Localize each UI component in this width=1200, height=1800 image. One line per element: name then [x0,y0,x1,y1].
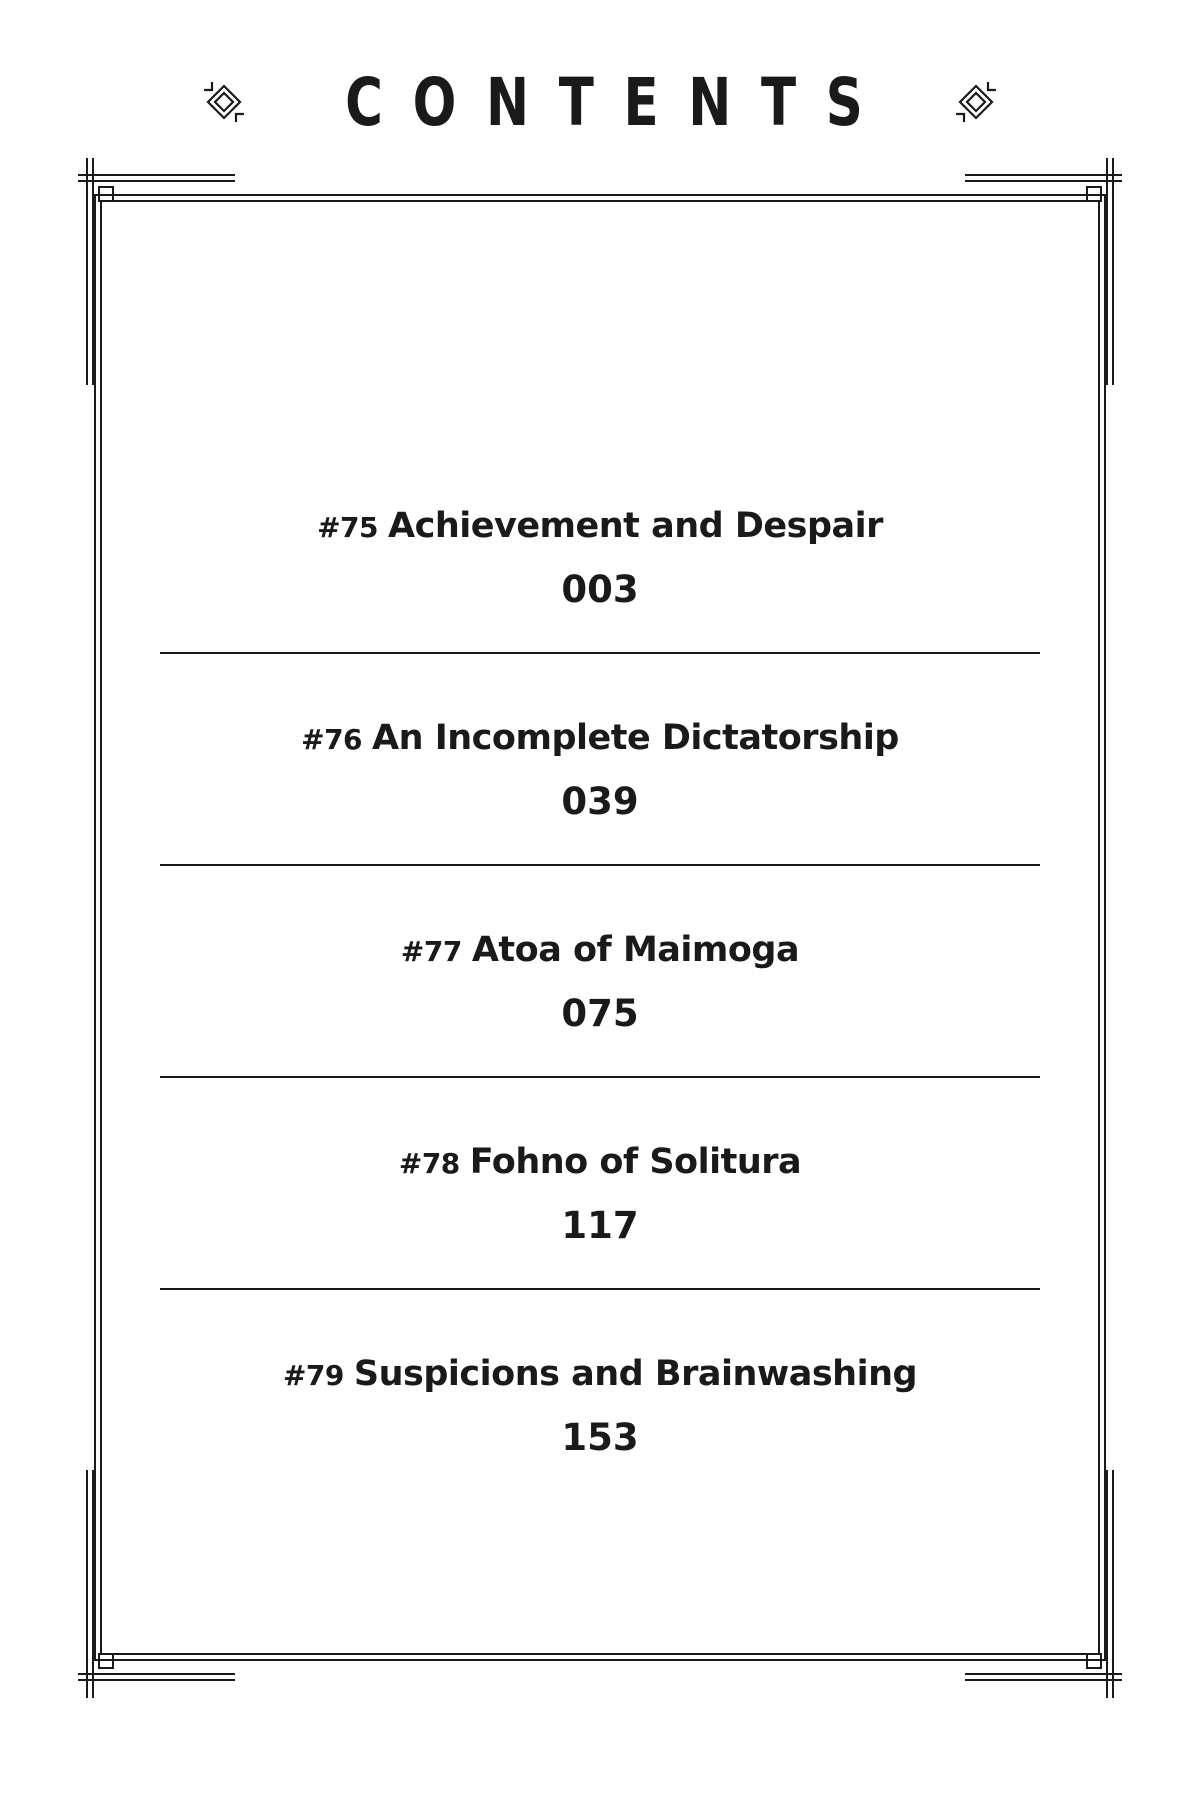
divider [160,1288,1040,1290]
chapter-number: #79 [282,1359,344,1392]
chapter-title: An Incomplete Dictatorship [372,718,899,758]
toc-entry[interactable] [160,702,1040,914]
page-title: CONTENTS [345,63,893,141]
divider [160,1076,1040,1078]
chapter-page: 117 [561,1204,639,1247]
toc-entry[interactable] [160,914,1040,1126]
toc-list [160,490,1040,1550]
chapter-number: #78 [398,1147,460,1180]
chapter-page: 003 [561,568,639,611]
chapter-title: Suspicions and Brainwashing [353,1354,918,1394]
toc-entry[interactable] [160,490,1040,702]
chapter-page: 075 [561,992,639,1035]
chapter-title: Achievement and Despair [388,506,883,546]
chapter-heading [160,1142,1040,1182]
chapter-heading [160,506,1040,546]
chapter-number: #75 [317,511,379,544]
divider [160,864,1040,866]
chapter-page: 153 [561,1416,639,1459]
chapter-heading [160,930,1040,970]
chapter-heading [160,718,1040,758]
chapter-page: 039 [561,780,639,823]
contents-heading [0,62,1200,142]
divider [160,652,1040,654]
diamond-ornament-icon [952,78,1000,126]
chapter-title: Fohno of Solitura [469,1142,802,1182]
chapter-number: #77 [400,935,462,968]
diamond-ornament-icon [200,78,248,126]
toc-entry[interactable] [160,1338,1040,1550]
toc-entry[interactable] [160,1126,1040,1338]
chapter-title: Atoa of Maimoga [471,930,800,970]
chapter-number: #76 [301,723,363,756]
chapter-heading [160,1354,1040,1394]
